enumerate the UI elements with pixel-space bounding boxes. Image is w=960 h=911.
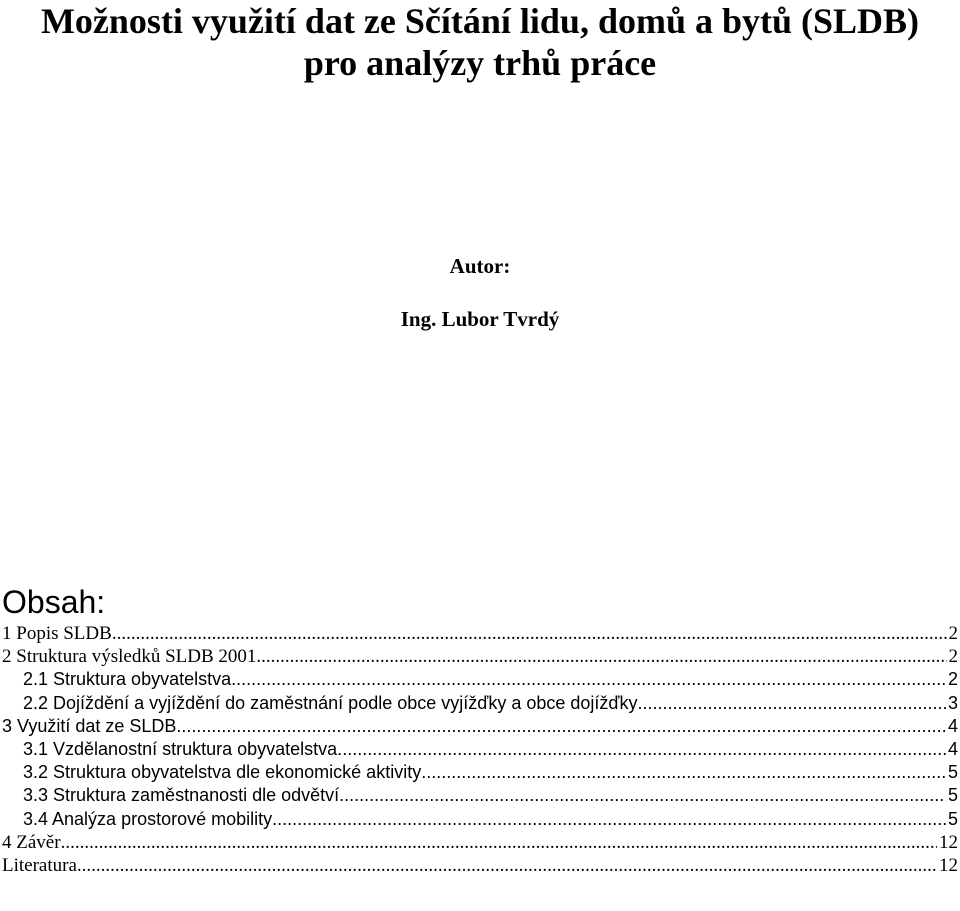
toc-entry[interactable] (0, 784, 960, 807)
toc-entry[interactable] (0, 761, 960, 784)
toc-entry-page: 4 (947, 715, 958, 736)
author-name: Ing. Lubor Tvrdý (400, 307, 560, 331)
toc-heading: Obsah: (2, 584, 106, 620)
author-label: Autor: (449, 254, 511, 278)
toc-entry-text: 2 Struktura výsledků SLDB 2001 (2, 646, 257, 668)
toc-dot-leader (339, 784, 946, 807)
toc-entry-page: 5 (947, 808, 958, 829)
toc-entry-text: Literatura (2, 854, 77, 876)
toc-dot-leader (61, 831, 937, 854)
toc-entry-text: 3.1 Vzdělanostní struktura obyvatelstva. (23, 738, 343, 759)
toc-entry[interactable] (0, 808, 960, 831)
toc-entry-page: 4 (947, 738, 958, 759)
toc-entry-text: 4 Závěr (2, 831, 61, 853)
toc-entry-page: 5 (947, 785, 958, 806)
toc-entry-text: 3.4 Analýza prostorové mobility (23, 808, 273, 829)
toc-entry-page: 2 (948, 623, 958, 644)
toc-entry-page: 3 (947, 692, 958, 713)
toc-entry-page: 2 (947, 669, 958, 690)
toc-entry-text: 2.2 Dojíždění a vyjíždění do zaměstnání podle obce vyjížďky a obce dojížďky (23, 692, 638, 713)
toc-entry[interactable] (0, 854, 960, 877)
toc-entry-text: 3 Využití dat ze SLDB (2, 715, 177, 736)
toc-entry[interactable] (0, 645, 960, 668)
document-title-line-2: pro analýzy trhů práce (303, 43, 657, 83)
toc-entry-page: 12 (939, 831, 958, 853)
toc-dot-leader (342, 738, 946, 761)
table-of-contents (0, 622, 960, 877)
toc-entry[interactable] (0, 622, 960, 645)
toc-entry-page: 12 (939, 854, 958, 876)
toc-entry-page: 5 (947, 762, 958, 783)
toc-entry[interactable] (0, 715, 960, 738)
toc-entry-text: 3.3 Struktura zaměstnanosti dle odvětví (23, 785, 340, 806)
toc-dot-leader (112, 622, 947, 645)
toc-entry[interactable] (0, 668, 960, 691)
toc-dot-leader (176, 715, 946, 738)
document-title-line-1: Možnosti využití dat ze Sčítání lidu, domů a bytů (SLDB) (40, 1, 920, 41)
toc-dot-leader (77, 854, 937, 877)
toc-entry-text: 3.2 Struktura obyvatelstva dle ekonomické aktivity (23, 762, 422, 783)
toc-entry-page: 2 (948, 646, 958, 668)
toc-dot-leader (272, 808, 946, 831)
toc-entry-text: 2.1 Struktura obyvatelstva (23, 669, 232, 690)
toc-dot-leader (421, 761, 946, 784)
toc-dot-leader (231, 668, 946, 691)
toc-dot-leader (256, 645, 946, 668)
toc-dot-leader (637, 692, 946, 715)
toc-entry-text: 1 Popis SLDB (2, 623, 112, 644)
toc-entry[interactable] (0, 738, 960, 761)
toc-entry[interactable] (0, 831, 960, 854)
toc-entry[interactable] (0, 692, 960, 715)
